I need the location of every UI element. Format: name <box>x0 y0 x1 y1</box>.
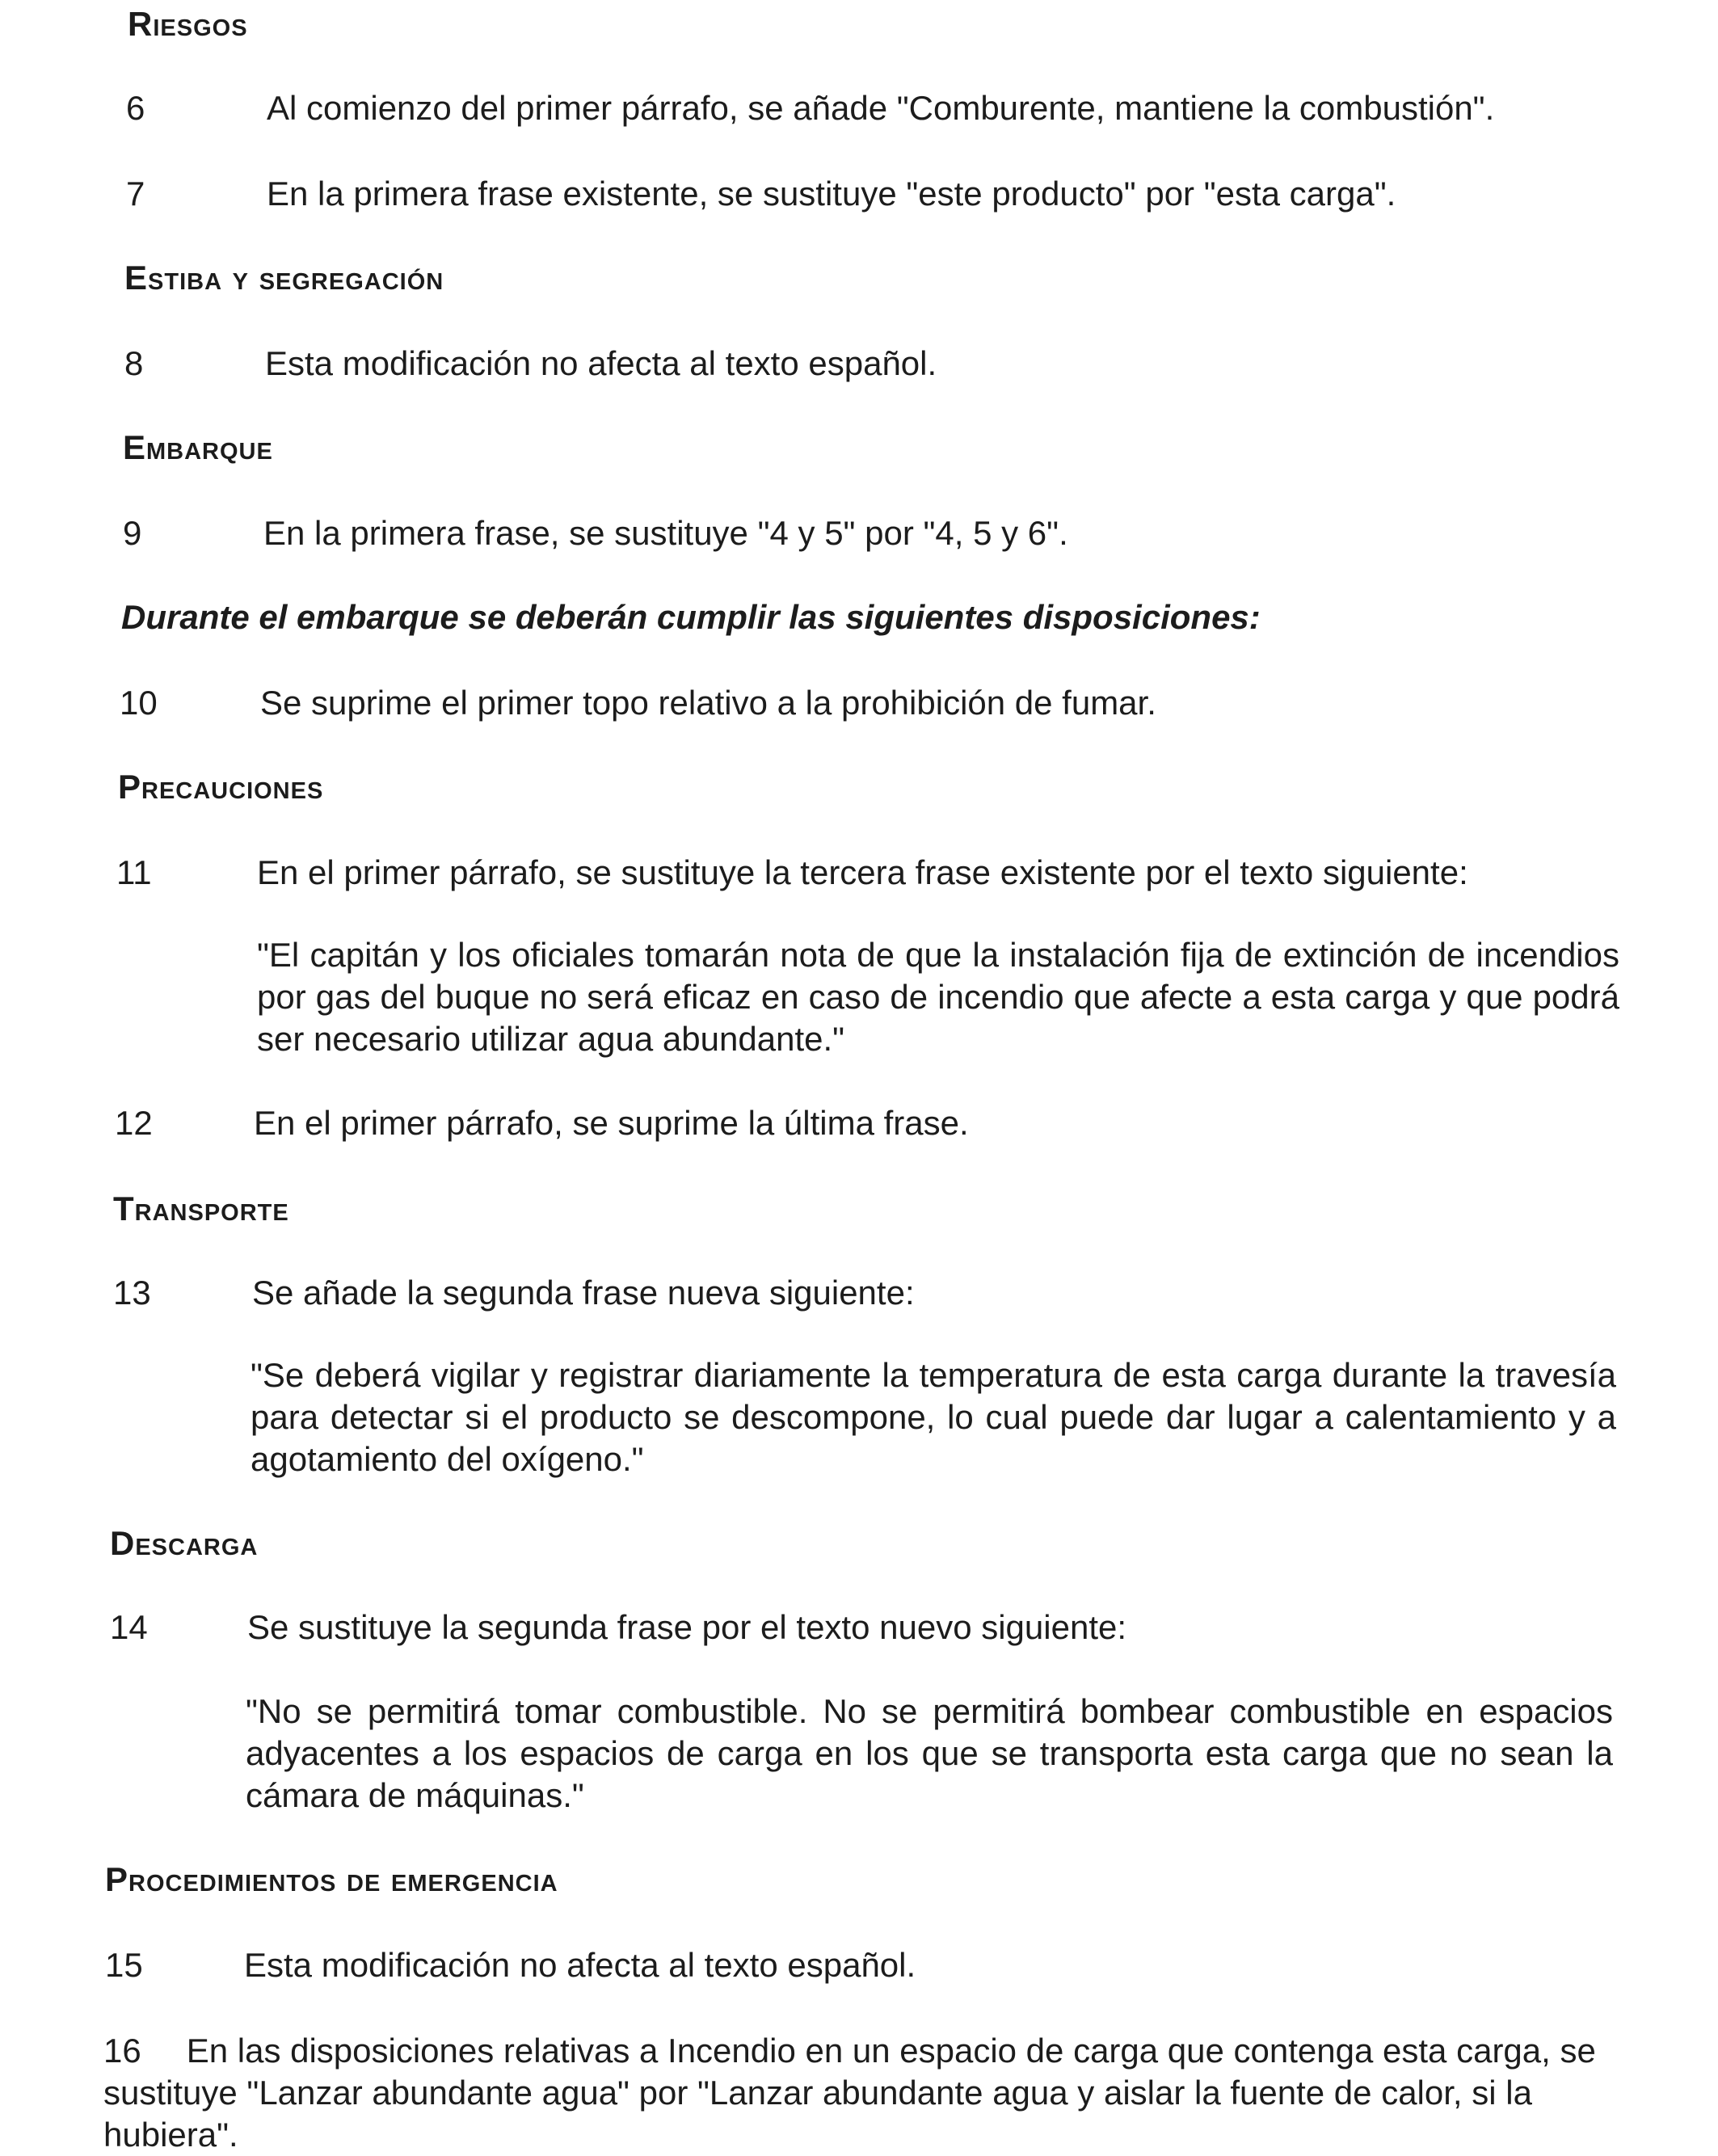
section-heading-descarga: Descarga <box>110 1524 259 1562</box>
item-paragraph-16 <box>103 2030 1613 2156</box>
item-number-11: 11 <box>116 853 152 891</box>
section-heading-precauciones: Precauciones <box>118 768 324 806</box>
item-number-14: 14 <box>110 1608 148 1646</box>
item-number-16: 16 <box>103 2032 141 2070</box>
item-quote-13: "Se deberá vigilar y registrar diariamente la temperatura de esta carga durante la travesía para detectar si el producto se descompone, lo cual puede dar lugar a calentamiento y a agotamiento del oxígeno." <box>251 1356 1616 1478</box>
item-text-12: En el primer párrafo, se suprime la última frase. <box>254 1104 969 1142</box>
item-number-7: 7 <box>126 175 145 213</box>
item-text-6: Al comienzo del primer párrafo, se añade "Comburente, mantiene la combustión". <box>267 89 1495 127</box>
section-heading-riesgos: Riesgos <box>128 5 248 43</box>
item-text-10: Se suprime el primer topo relativo a la prohibición de fumar. <box>260 684 1156 722</box>
section-heading-embarque: Embarque <box>123 428 273 466</box>
item-text-8: Esta modificación no afecta al texto español. <box>265 344 937 382</box>
section-heading-estiba: Estiba y segregación <box>124 259 444 297</box>
item-text-9: En la primera frase, se sustituye "4 y 5" por "4, 5 y 6". <box>263 514 1068 552</box>
item-text-14: Se sustituye la segunda frase por el texto nuevo siguiente: <box>247 1608 1127 1646</box>
section-heading-emergencia: Procedimientos de emergencia <box>105 1860 558 1898</box>
item-text-11: En el primer párrafo, se sustituye la tercera frase existente por el texto siguiente: <box>257 853 1468 891</box>
item-text-7: En la primera frase existente, se sustituye "este producto" por "esta carga". <box>267 175 1396 213</box>
item-quote-11: "El capitán y los oficiales tomarán nota de que la instalación fija de extinción de incendios por gas del buque no será eficaz en caso de incendio que afecte a esta carga y que podrá ser necesario utilizar agua abundante." <box>257 936 1619 1058</box>
item-number-10: 10 <box>120 684 158 722</box>
item-text-15: Esta modificación no afecta al texto español. <box>244 1946 916 1984</box>
embarque-subheading: Durante el embarque se deberán cumplir las siguientes disposiciones: <box>121 598 1261 636</box>
item-number-6: 6 <box>126 89 145 127</box>
section-heading-transporte: Transporte <box>113 1190 289 1227</box>
item-text-13: Se añade la segunda frase nueva siguiente: <box>252 1274 915 1312</box>
item-number-12: 12 <box>115 1104 153 1142</box>
item-quote-14: "No se permitirá tomar combustible. No se permitirá bombear combustible en espacios adyacentes a los espacios de carga en los que se transporta esta carga que no sean la cámara de máquinas." <box>246 1692 1613 1814</box>
item-text-16: En las disposiciones relativas a Incendio en un espacio de carga que contenga esta carga, se sustituye "Lanzar abundante agua" por "Lanzar abundante agua y aislar la fuente de calor, si la hubiera". <box>103 2032 1596 2154</box>
item-number-8: 8 <box>124 344 144 382</box>
item-number-13: 13 <box>113 1274 151 1312</box>
item-number-15: 15 <box>105 1946 143 1984</box>
item-number-9: 9 <box>123 514 142 552</box>
